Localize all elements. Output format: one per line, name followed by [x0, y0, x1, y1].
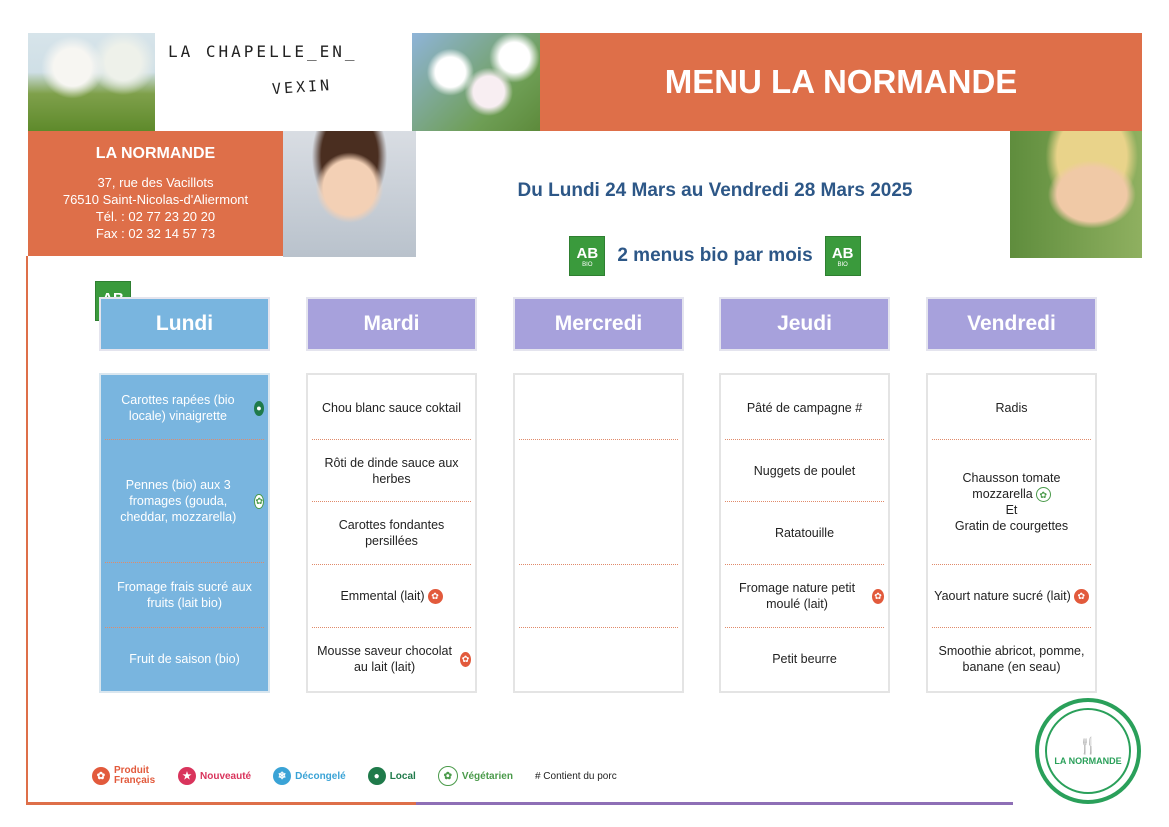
blossom-photo: [412, 33, 540, 131]
local-icon: ●: [254, 401, 264, 416]
day-header-mercredi: Mercredi: [513, 297, 684, 351]
la-normande-seal-logo: 🍴 LA NORMANDE: [1035, 698, 1141, 804]
vegetarian-icon: ✿: [254, 494, 264, 509]
nouveaute-icon: ★: [178, 767, 196, 785]
local-icon: ●: [368, 767, 386, 785]
snowflake-icon: ❄: [273, 767, 291, 785]
menu-column-mercredi: [513, 373, 684, 693]
address-tel: Tél. : 02 77 23 20 20: [95, 209, 216, 224]
page-title: MENU LA NORMANDE: [540, 33, 1142, 131]
address-street: 37, rue des Vacillots: [97, 175, 214, 190]
legend-vegetarien: ✿ Végétarien: [438, 766, 513, 786]
menu-item: Petit beurre: [772, 652, 837, 666]
menu-item: Nuggets de poulet: [753, 464, 856, 478]
produit-francais-icon: ✿: [92, 767, 110, 785]
menu-item: Smoothie abricot, pomme, banane (en seau): [938, 644, 1085, 674]
company-name: LA NORMANDE: [95, 145, 216, 162]
menu-column-jeudi: [719, 373, 890, 693]
menu-item: Carottes fondantes persillées: [338, 518, 445, 548]
legend-porc: # Contient du porc: [534, 770, 617, 782]
fork-knife-icon: 🍴: [1078, 738, 1098, 755]
produit-francais-icon: ✿: [1074, 589, 1089, 604]
vegetarian-icon: ✿: [438, 766, 458, 786]
day-header-lundi: Lundi: [99, 297, 270, 351]
legend-nouveaute: ★ Nouveauté: [178, 767, 251, 785]
frame-bottom-line: [26, 802, 416, 805]
frame-bottom-line-purple: [416, 802, 1013, 805]
menu-column-vendredi: [926, 373, 1097, 693]
frame-left-line: [26, 256, 28, 804]
produit-francais-icon: ✿: [872, 589, 884, 604]
handwritten-school-line1: LA CHAPELLE_EN_: [168, 42, 358, 61]
address-city: 76510 Saint-Nicolas-d'Aliermont: [62, 192, 249, 207]
ab-bio-icon: AB BIO: [569, 236, 605, 276]
vegetarian-icon: ✿: [1036, 487, 1051, 502]
legend-produit-francais: ✿ Produit Français: [92, 766, 156, 786]
menu-item: Pennes (bio) aux 3 fromages (gouda, cheddar, mozzarella) ✿: [120, 478, 263, 524]
menu-item: Pâté de campagne #: [746, 401, 863, 415]
bio-banner-text: 2 menus bio par mois: [617, 245, 813, 266]
menu-item: Yaourt nature sucré (lait) ✿: [932, 566, 1091, 626]
menu-period: Du Lundi 24 Mars au Vendredi 28 Mars 2025: [517, 180, 913, 201]
menu-item: Ratatouille: [774, 526, 835, 540]
menu-column-lundi: [99, 373, 270, 693]
girl-photo: [283, 131, 416, 257]
boy-photo: [1010, 131, 1142, 258]
menu-item: Fruit de saison (bio): [129, 652, 240, 666]
day-header-jeudi: Jeudi: [719, 297, 890, 351]
menu-item: Fromage nature petit moulé (lait) ✿: [725, 566, 884, 626]
legend: [92, 766, 617, 786]
legend-local: ● Local: [368, 767, 416, 785]
address-box: [28, 131, 283, 256]
menu-column-mardi: [306, 373, 477, 693]
menu-item: Fromage frais sucré aux fruits (lait bio): [117, 580, 252, 610]
legend-decongele: ❄ Décongelé: [273, 767, 346, 785]
orchard-photo: [28, 33, 155, 131]
day-header-vendredi: Vendredi: [926, 297, 1097, 351]
bio-banner: [420, 236, 1010, 276]
menu-item: Mousse saveur chocolat au lait (lait) ✿: [317, 644, 470, 674]
menu-item: Rôti de dinde sauce aux herbes: [324, 456, 459, 486]
menu-item: Chausson tomate mozzarella ✿ Et Gratin de courgettes: [954, 470, 1069, 534]
day-header-mardi: Mardi: [306, 297, 477, 351]
menu-item: Carottes rapées (bio locale) vinaigrette ●: [105, 379, 264, 437]
produit-francais-icon: ✿: [428, 589, 443, 604]
menu-item: Radis: [995, 401, 1028, 415]
produit-francais-icon: ✿: [460, 652, 471, 667]
address-fax: Fax : 02 32 14 57 73: [95, 226, 216, 241]
ab-bio-icon: AB BIO: [825, 236, 861, 276]
menu-item: Chou blanc sauce coktail: [322, 401, 461, 415]
handwritten-school-line2: VEXIN: [271, 75, 333, 99]
menu-item: Emmental (lait) ✿: [312, 566, 471, 626]
